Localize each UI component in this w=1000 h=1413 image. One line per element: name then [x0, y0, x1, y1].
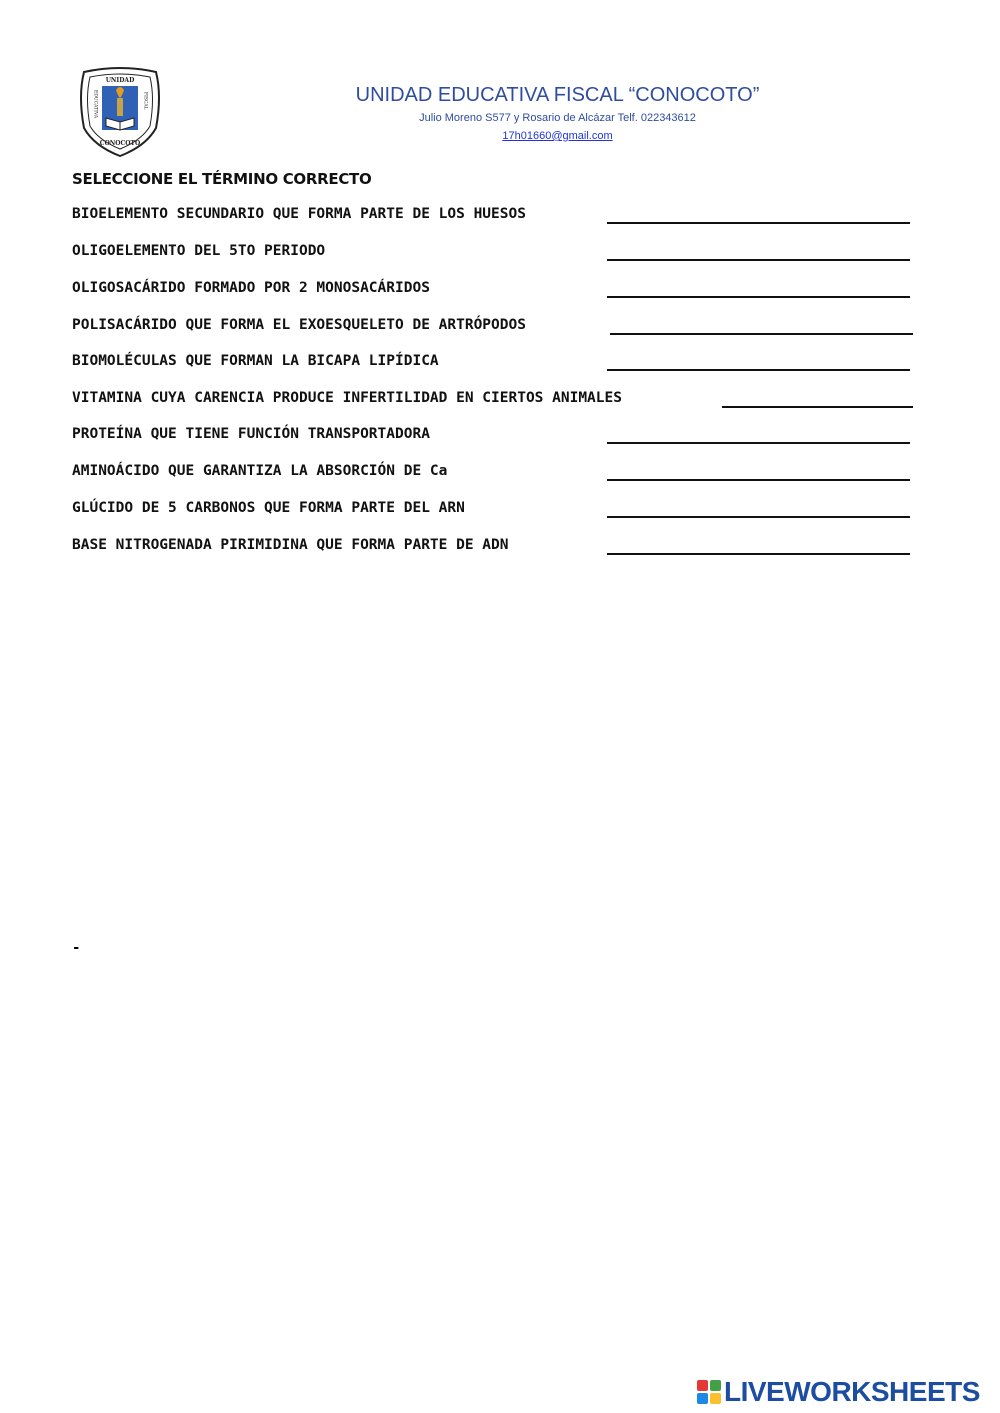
- question-row: [72, 459, 914, 483]
- question-text: AMINOÁCIDO QUE GARANTIZA LA ABSORCIÓN DE Ca: [72, 463, 448, 479]
- school-address: Julio Moreno S577 y Rosario de Alcázar Telf. 022343612: [419, 112, 696, 124]
- question-text: GLÚCIDO DE 5 CARBONOS QUE FORMA PARTE DEL ARN: [72, 500, 465, 516]
- svg-text:CONOCOTO: CONOCOTO: [99, 140, 141, 147]
- question-text: PROTEÍNA QUE TIENE FUNCIÓN TRANSPORTADORA: [72, 426, 430, 442]
- question-row: [72, 276, 914, 300]
- answer-blank[interactable]: [607, 200, 910, 224]
- answer-blank[interactable]: [722, 384, 913, 408]
- question-text: OLIGOELEMENTO DEL 5TO PERIODO: [72, 243, 326, 259]
- answer-blank[interactable]: [607, 237, 910, 261]
- answer-blank[interactable]: [607, 420, 910, 444]
- stray-mark: -: [72, 940, 81, 956]
- school-crest-logo: [76, 66, 164, 158]
- answer-blank[interactable]: [610, 311, 913, 335]
- question-text: BASE NITROGENADA PIRIMIDINA QUE FORMA PARTE DE ADN: [72, 537, 509, 553]
- question-row: [72, 533, 914, 557]
- question-text: VITAMINA CUYA CARENCIA PRODUCE INFERTILIDAD EN CIERTOS ANIMALES: [72, 390, 622, 406]
- question-row: [72, 496, 914, 520]
- answer-blank[interactable]: [607, 274, 910, 298]
- svg-text:EDUCATIVA: EDUCATIVA: [92, 90, 98, 119]
- question-text: POLISACÁRIDO QUE FORMA EL EXOESQUELETO DE ARTRÓPODOS: [72, 317, 526, 333]
- answer-blank[interactable]: [607, 457, 910, 481]
- question-row: [72, 422, 914, 446]
- answer-blank[interactable]: [607, 494, 910, 518]
- question-row: [72, 349, 914, 373]
- watermark-text: LIVEWORKSHEETS: [724, 1376, 980, 1407]
- liveworksheets-watermark: [696, 1376, 980, 1408]
- school-name: UNIDAD EDUCATIVA FISCAL “CONOCOTO”: [355, 84, 760, 106]
- email-link[interactable]: 17h01660@gmail.com: [502, 130, 613, 142]
- svg-text:FISCAL: FISCAL: [142, 92, 148, 110]
- svg-text:UNIDAD: UNIDAD: [105, 77, 135, 84]
- question-text: BIOELEMENTO SECUNDARIO QUE FORMA PARTE DE LOS HUESOS: [72, 206, 526, 222]
- question-text: BIOMOLÉCULAS QUE FORMAN LA BICAPA LIPÍDICA: [72, 353, 439, 369]
- instruction-title: SELECCIONE EL TÉRMINO CORRECTO: [72, 170, 372, 188]
- question-row: [72, 386, 914, 410]
- question-row: [72, 239, 914, 263]
- answer-blank[interactable]: [607, 531, 910, 555]
- question-row: [72, 313, 914, 337]
- question-row: [72, 202, 914, 226]
- school-email: [300, 130, 815, 142]
- school-crest-icon: [76, 66, 164, 158]
- liveworksheets-logo-icon: [696, 1379, 722, 1405]
- question-text: OLIGOSACÁRIDO FORMADO POR 2 MONOSACÁRIDOS: [72, 280, 430, 296]
- answer-blank[interactable]: [607, 347, 910, 371]
